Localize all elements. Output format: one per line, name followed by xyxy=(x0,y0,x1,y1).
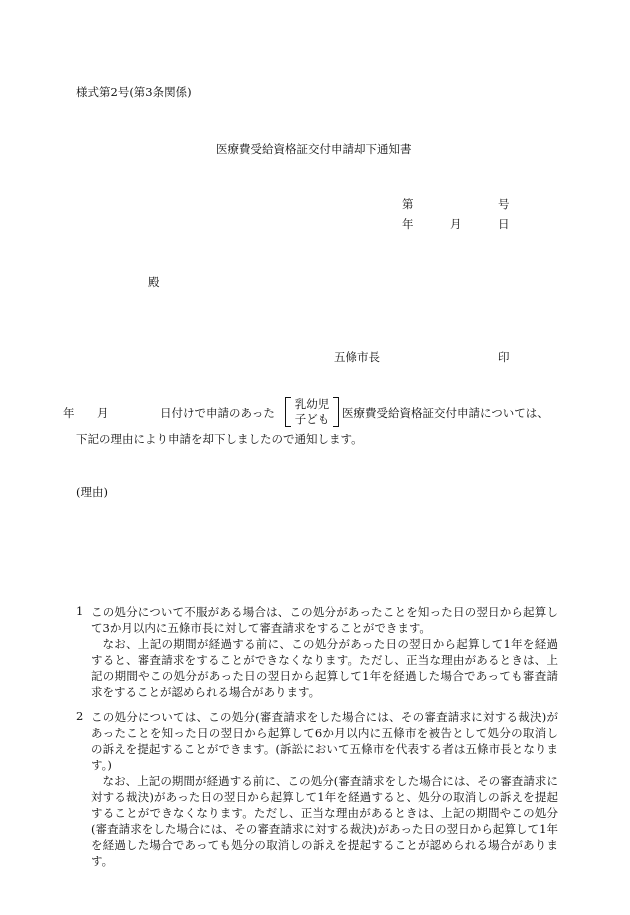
reason-label: (理由) xyxy=(76,485,108,499)
note-number: 2 xyxy=(76,709,84,723)
target-options-bracket xyxy=(285,396,339,428)
note-paragraph: この処分については、この処分(審査請求をした場合には、その審査請求に対する裁決)があったことを知った日の翌日から起算して6か月以内に五條市を被告として処分の取消しの訴えを提起することができます。(訴訟において五條市を代表する者は五條市長となります。) xyxy=(91,710,558,772)
note-body xyxy=(91,604,558,700)
date-month-label: 月 xyxy=(450,217,462,231)
note-body xyxy=(91,709,558,869)
request-text-before: 日付けで申請のあった xyxy=(160,406,275,420)
note-paragraph: この処分について不服がある場合は、この処分があったことを知った日の翌日から起算して3か月以内に五條市長に対して審査請求をすることができます。 xyxy=(91,605,558,635)
document-number-prefix: 第 xyxy=(402,197,414,211)
request-statement xyxy=(63,396,563,428)
issuer-name: 五條市長 xyxy=(334,350,380,364)
note-2 xyxy=(76,709,558,869)
date-year-label: 年 xyxy=(402,217,414,231)
request-statement-line2: 下記の理由により申請を却下しましたので通知します。 xyxy=(76,432,363,446)
right-bracket xyxy=(333,397,339,427)
form-number: 様式第2号(第3条関係) xyxy=(76,85,192,99)
note-number: 1 xyxy=(76,604,84,618)
appeal-notes xyxy=(76,604,558,878)
document-number-suffix: 号 xyxy=(498,197,510,211)
addressee-suffix: 殿 xyxy=(148,275,160,289)
left-bracket xyxy=(285,397,291,427)
option-infant: 乳幼児 xyxy=(294,397,330,411)
document-title: 医療費受給資格証交付申請却下通知書 xyxy=(216,142,412,156)
note-paragraph: なお、上記の期間が経過する前に、この処分(審査請求をした場合には、その審査請求に対する裁決)があった日の翌日から起算して1年を経過すると、処分の取消しの訴えを提起することができなくなります。ただし、正当な理由があるときは、上記の期間やこの処分(審査請求をした場合には、その審査請求に対する裁決)があった日の翌日から起算して1年を経過した場合であっても処分の取消しの訴えを提起することが認められる場合があります。 xyxy=(91,774,558,868)
request-text-after: 医療費受給資格証交付申請については、 xyxy=(342,406,549,420)
seal-mark: 印 xyxy=(498,350,510,364)
option-child: 子ども xyxy=(294,412,330,426)
note-1 xyxy=(76,604,558,700)
request-year-label: 年 xyxy=(63,406,75,420)
request-month-label: 月 xyxy=(97,406,109,420)
note-paragraph: なお、上記の期間が経過する前に、この処分があった日の翌日から起算して1年を経過すると、審査請求をすることができなくなります。ただし、正当な理由があるときは、上記の期間やこの処分があった日の翌日から起算して1年を経過した場合であっても審査請求をすることが認められる場合があります。 xyxy=(91,637,558,699)
date-day-label: 日 xyxy=(498,217,510,231)
